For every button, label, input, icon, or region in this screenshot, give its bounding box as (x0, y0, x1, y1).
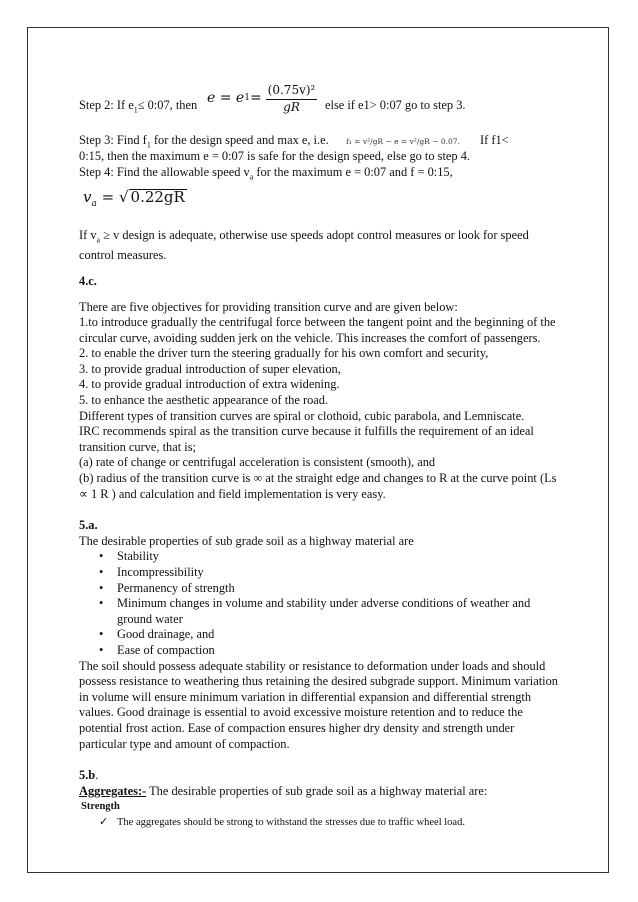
step3-text: Step 3: Find $f_1$ for the design speed and max e, i.e. (79, 133, 329, 150)
section-5a-heading: 5.a. (79, 518, 98, 533)
section-5a-paragraph: The soil should possess adequate stability or resistance to deformation under loads and should possess resistance to weathering thus retaining the desired subgrade support. Minimum variation in volume will ensure minimum variation in differential expansion and differential strength values. Good drainage is essential to avoid excessive moisture retention and to reduce the potential frost action. Ease of compaction ensures higher dry density and strength under particular type and amount of compaction. (79, 658, 558, 751)
objective-item: 5. to enhance the aesthetic appearance of the road. (79, 393, 329, 408)
condition-a: (a) rate of change or centrifugal acceleration is consistent (smooth), and (79, 455, 436, 470)
step3-if-text: If f1< (480, 133, 509, 147)
objective-item: 2. to enable the driver turn the steering gradually for his own comfort and security, (79, 346, 489, 361)
section-5b-heading: 5.b. (79, 768, 99, 783)
section-4c-intro: There are five objectives for providing transition curve and are given below: (79, 299, 458, 314)
check-list (79, 815, 559, 831)
aggregates-line: Aggregates:- The desirable properties of sub grade soil as a highway material are: (79, 783, 488, 798)
step3-line2: 0:15, then the maximum e = 0:07 is safe for the design speed, else go to step 4. (79, 149, 471, 163)
step2-line (79, 83, 559, 117)
list-item: • Stability (117, 549, 559, 565)
list-item: • Good drainage, and (117, 627, 559, 643)
step2-else-text: else if e1> 0:07 go to step 3. (325, 98, 466, 112)
step3-equation: f₁ = v²/gR − e = v²/gR − 0.07. (346, 137, 460, 146)
list-item: • Ease of compaction (117, 643, 559, 659)
step4-equation: $v_a$ = √ 0.22gR (83, 187, 185, 209)
check-item: ✓ The aggregates should be strong to withstand the stresses due to traffic wheel load. (117, 815, 559, 831)
step3-line (79, 133, 559, 149)
list-item: • Minimum changes in volume and stability under adverse conditions of weather and ground water (117, 596, 559, 627)
curve-types-text: Different types of transition curves are spiral or clothoid, cubic parabola, and Lemniscate. (79, 408, 525, 423)
objective-item: 1.to introduce gradually the centrifugal force between the tangent point and the beginning of the circular curve, avoiding sudden jerk on the vehicle. This increases the comfort of passengers. (79, 315, 556, 345)
step2-text: Step 2: If $e_1\le$ 0:07, then (79, 98, 198, 115)
condition-b: (b) radius of the transition curve is ∞ at the straight edge and changes to R at the curve point (Ls ∝ 1 R ) and calculation and field implementation is very easy. (79, 471, 557, 501)
list-item: • Incompressibility (117, 565, 559, 581)
document-body (79, 83, 559, 831)
irc-text: IRC recommends spiral as the transition curve because it fulfills the requirement of an ideal transition curve, that is; (79, 424, 534, 454)
objective-item: 4. to provide gradual introduction of extra widening. (79, 377, 340, 392)
objective-item: 3. to provide gradual introduction of super elevation, (79, 361, 341, 376)
list-item: • Permanency of strength (117, 581, 559, 597)
section-4c-heading: 4.c. (79, 273, 97, 288)
conclusion-text: If $v_a \ge v$ design is adequate, otherwise use speeds adopt control measures or look for speed control measures. (79, 228, 529, 263)
strength-heading: Strength (81, 801, 120, 813)
property-list (79, 549, 559, 658)
section-5a-intro: The desirable properties of sub grade soil as a highway material are (79, 533, 414, 548)
step4-text: Step 4: Find the allowable speed $v_a$ for the maximum e = 0:07 and f = 0:15, (79, 164, 453, 182)
step2-equation: e = e 1 = $\frac{\text{(0.75v)²}}{gR}$ (207, 83, 316, 114)
